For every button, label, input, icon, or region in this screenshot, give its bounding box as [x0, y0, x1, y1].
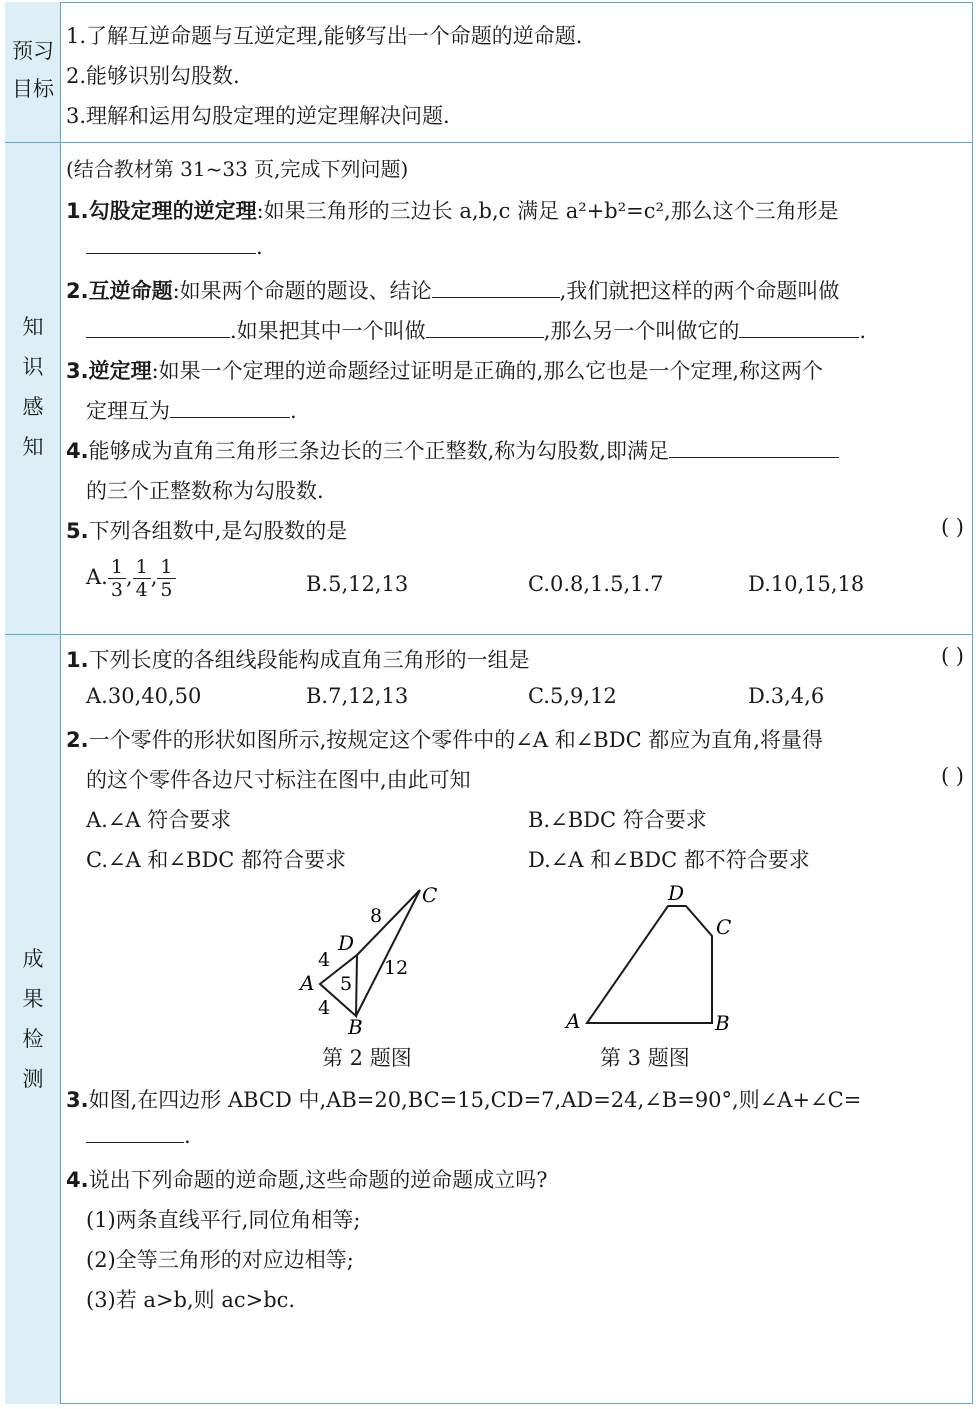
- answer-blank[interactable]: [86, 1124, 184, 1143]
- q-text: ,我们就把这样的两个命题叫做: [559, 279, 840, 303]
- option-d[interactable]: D.3,4,6: [748, 684, 825, 708]
- side-length: 5: [340, 973, 353, 995]
- test-q3-line2: [86, 1124, 191, 1148]
- side-length: 12: [384, 957, 409, 979]
- q-title: 逆定理: [88, 358, 152, 383]
- answer-blank[interactable]: [669, 439, 839, 458]
- knowledge-q3-line2: [86, 395, 297, 425]
- option-d[interactable]: D.∠A 和∠BDC 都不符合要求: [528, 848, 810, 872]
- label-c: C: [422, 883, 438, 907]
- q-text: :如果三角形的三边长 a,b,c 满足 a²+b²=c²,那么这个三角形是: [256, 199, 839, 223]
- answer-blank[interactable]: [432, 279, 560, 298]
- fraction: $\frac{1}{4}$: [133, 556, 151, 601]
- q-number: 3.: [66, 1088, 89, 1112]
- q-text: 说出下列命题的逆命题,这些命题的逆命题成立吗?: [88, 1168, 548, 1192]
- q-text: :如果一个定理的逆命题经过证明是正确的,那么它也是一个定理,称这两个: [151, 359, 824, 383]
- fraction: $\frac{1}{5}$: [157, 556, 175, 601]
- q-title: 互逆命题: [88, 278, 173, 303]
- knowledge-side: [5, 142, 61, 634]
- label-b: B: [348, 1015, 363, 1038]
- option-c[interactable]: C.5,9,12: [528, 684, 617, 708]
- side-length: 4: [318, 949, 331, 971]
- test-q4-sub2: (2)全等三角形的对应边相等;: [86, 1248, 354, 1272]
- option-b[interactable]: B.7,12,13: [306, 684, 409, 708]
- option-a[interactable]: A. $\frac{1}{3}$ , $\frac{1}{4}$ , $\frac{1}{5}$: [86, 556, 176, 601]
- period: .: [256, 235, 263, 259]
- period: .: [290, 399, 297, 423]
- period: .: [184, 1124, 191, 1148]
- option-b[interactable]: B.5,12,13: [306, 572, 409, 596]
- side-length: 4: [318, 997, 331, 1019]
- test-q2-line2: 的这个零件各边尺寸标注在图中,由此可知: [86, 768, 471, 792]
- q-text: 下列长度的各组线段能构成直角三角形的一组是: [88, 648, 530, 672]
- option-letter: A.: [86, 565, 108, 589]
- answer-blank[interactable]: [739, 319, 859, 338]
- knowledge-q1: [66, 195, 839, 225]
- knowledge-q2: [66, 275, 839, 305]
- preview-item-1: 1.了解互逆命题与互逆定理,能够写出一个命题的逆命题.: [66, 24, 583, 48]
- label-d: D: [338, 931, 355, 955]
- q-text: 下列各组数中,是勾股数的是: [88, 519, 348, 543]
- q-text: 能够成为直角三角形三条边长的三个正整数,称为勾股数,即满足: [88, 439, 669, 463]
- q-text: ,那么另一个叫做它的: [543, 319, 740, 343]
- q-number: 4.: [66, 1168, 89, 1192]
- answer-blank[interactable]: [86, 235, 256, 254]
- divider: [5, 142, 973, 143]
- test-label: 成果检测: [22, 947, 44, 1091]
- answer-paren[interactable]: ( ): [940, 764, 964, 788]
- knowledge-q4: [66, 435, 839, 465]
- answer-blank[interactable]: [86, 319, 230, 338]
- test-q3: [66, 1084, 861, 1114]
- test-q1: [66, 644, 530, 674]
- option-c[interactable]: C.0.8,1.5,1.7: [528, 572, 664, 596]
- label-b: B: [715, 1011, 730, 1035]
- q-number: 2.: [66, 728, 89, 752]
- knowledge-intro: (结合教材第 31~33 页,完成下列问题): [66, 157, 409, 181]
- figure-3: [560, 878, 740, 1038]
- period: .: [859, 319, 867, 343]
- q-number: 2.: [66, 279, 89, 303]
- label-c: C: [716, 915, 732, 939]
- test-q4: [66, 1164, 548, 1194]
- q-number: 4.: [66, 439, 89, 463]
- test-q4-sub3: (3)若 a>b,则 ac>bc.: [86, 1288, 296, 1312]
- answer-blank[interactable]: [170, 399, 290, 418]
- figure-2-caption: 第 2 题图: [322, 1046, 412, 1070]
- fraction: $\frac{1}{3}$: [108, 556, 126, 601]
- knowledge-label: 知识感知: [22, 315, 44, 459]
- answer-blank[interactable]: [426, 319, 544, 338]
- preview-side: [5, 2, 61, 142]
- option-d[interactable]: D.10,15,18: [748, 572, 865, 596]
- q-title: 勾股定理的逆定理: [88, 198, 257, 223]
- figure-3-caption: 第 3 题图: [600, 1046, 690, 1070]
- q-number: 1.: [66, 648, 89, 672]
- q-number: 5.: [66, 519, 89, 543]
- option-c[interactable]: C.∠A 和∠BDC 都符合要求: [86, 848, 347, 872]
- q-text: 一个零件的形状如图所示,按规定这个零件中的∠A 和∠BDC 都应为直角,将量得: [88, 728, 823, 752]
- answer-paren[interactable]: ( ): [940, 515, 964, 539]
- q-text: :如果两个命题的题设、结论: [172, 279, 432, 303]
- preview-label: 预习目标: [12, 39, 54, 101]
- q-number: 1.: [66, 199, 89, 223]
- divider: [5, 634, 973, 635]
- preview-item-2: 2.能够识别勾股数.: [66, 64, 240, 88]
- test-q4-sub1: (1)两条直线平行,同位角相等;: [86, 1208, 361, 1232]
- preview-item-3: 3.理解和运用勾股定理的逆定理解决问题.: [66, 104, 450, 128]
- knowledge-q4-line2: 的三个正整数称为勾股数.: [86, 479, 324, 503]
- q-text: 如图,在四边形 ABCD 中,AB=20,BC=15,CD=7,AD=24,∠B=90°,则∠A+∠C=: [88, 1088, 862, 1112]
- figure-2: [296, 878, 456, 1038]
- option-a[interactable]: A.∠A 符合要求: [86, 808, 232, 832]
- option-b[interactable]: B.∠BDC 符合要求: [528, 808, 707, 832]
- label-a: A: [566, 1009, 581, 1033]
- label-d: D: [668, 881, 685, 905]
- knowledge-q1-line2: [86, 235, 263, 259]
- option-a[interactable]: A.30,40,50: [86, 684, 202, 708]
- knowledge-q3: [66, 355, 823, 385]
- q-text: .如果把其中一个叫做: [230, 319, 426, 343]
- side-length: 8: [370, 905, 383, 927]
- knowledge-q2-line2: [86, 315, 866, 345]
- q-number: 3.: [66, 359, 89, 383]
- q-text: 定理互为: [86, 399, 170, 423]
- test-side: [5, 634, 61, 1404]
- answer-paren[interactable]: ( ): [940, 644, 964, 668]
- label-a: A: [300, 971, 315, 995]
- test-q2: [66, 724, 823, 754]
- knowledge-q5: [66, 515, 347, 545]
